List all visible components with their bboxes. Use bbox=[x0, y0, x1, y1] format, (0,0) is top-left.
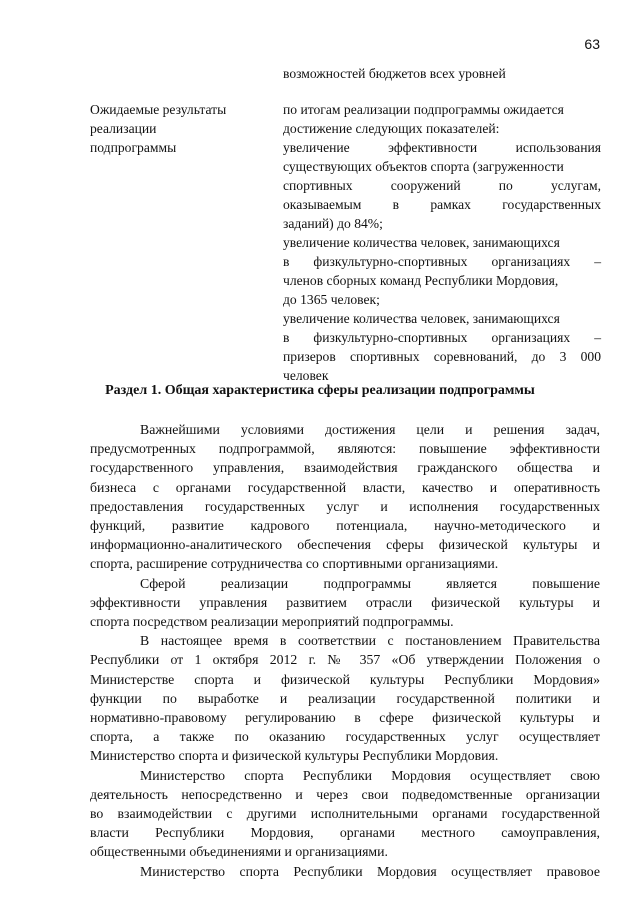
page-number: 63 bbox=[584, 36, 600, 52]
table-line: в физкультурно-спортивных организациях – bbox=[283, 254, 601, 269]
table-cell-value bbox=[283, 64, 601, 83]
text-line: эффективности управления развитием отрасли физической культуры и bbox=[90, 594, 600, 610]
text-line: В настоящее время в соответствии с постановлением Правительства bbox=[140, 633, 600, 649]
table-line: увеличение количества человек, занимающихся bbox=[283, 235, 560, 250]
text-line: общественными объединениями и организациями. bbox=[90, 844, 388, 860]
text-line: спорта, расширение сотрудничества со спортивными организациями. bbox=[90, 556, 499, 572]
text-line: деятельность непосредственно и через свои подведомственные организации bbox=[90, 786, 600, 802]
text-line: Министерство спорта и физической культуры Республики Мордовия. bbox=[90, 748, 499, 764]
text-line: во взаимодействии с другими исполнительными органами государственной bbox=[90, 806, 600, 822]
table-line: до 1365 человек; bbox=[283, 292, 380, 307]
text-line: Важнейшими условиями достижения цели и решения задач, bbox=[140, 422, 600, 437]
table-line: в физкультурно-спортивных организациях – bbox=[283, 330, 601, 345]
paragraph bbox=[90, 420, 600, 574]
table-label-line: подпрограммы bbox=[90, 140, 177, 155]
text-line: Министерство спорта Республики Мордовия осуществляет правовое bbox=[140, 863, 600, 879]
text-line: государственного управления, взаимодействия гражданского общества и bbox=[90, 460, 600, 476]
text-line: власти Республики Мордовия, органами местного самоуправления, bbox=[90, 825, 600, 841]
paragraph bbox=[90, 574, 600, 632]
text-line: бизнеса с органами государственной власти, качество и оперативность bbox=[90, 479, 600, 495]
table-line: увеличение эффективности использования bbox=[283, 140, 601, 155]
table-line: увеличение количества человек, занимающихся bbox=[283, 311, 560, 326]
table-line: по итогам реализации подпрограммы ожидается bbox=[283, 102, 564, 117]
text-line: спорта, а также по оказанию государственных услуг осуществляет bbox=[90, 729, 600, 745]
table-cell-value bbox=[283, 100, 601, 385]
text-line: спорта посредством реализации мероприятий подпрограммы. bbox=[90, 614, 454, 630]
text-line: информационно-аналитического обеспечения сферы физической культуры и bbox=[90, 537, 600, 553]
table-line: человек bbox=[283, 368, 329, 383]
text-line: Сферой реализации подпрограммы является повышение bbox=[140, 575, 600, 591]
paragraph bbox=[90, 862, 600, 881]
text-line: функций, развитие кадрового потенциала, научно-методического и bbox=[90, 518, 600, 534]
section-title: Раздел 1. Общая характеристика сферы реализации подпрограммы bbox=[105, 383, 535, 398]
text-line: Республики от 1 октября 2012 г. № 357 «Об утверждении Положения о bbox=[90, 652, 600, 668]
table-line: спортивных сооружений по услугам, bbox=[283, 178, 601, 193]
text-line: нормативно-правовому регулированию в сфере физической культуры и bbox=[90, 710, 600, 726]
body-text bbox=[90, 420, 600, 881]
table-line: заданий) до 84%; bbox=[283, 216, 383, 231]
text-line: Министерстве спорта и физической культуры Республики Мордовия» bbox=[90, 671, 600, 687]
table-line: возможностей бюджетов всех уровней bbox=[283, 66, 506, 81]
table-line: оказываемым в рамках государственных bbox=[283, 197, 601, 212]
text-line: предоставления государственных услуг и исполнения государственных bbox=[90, 498, 600, 514]
table-label-line: Ожидаемые результаты bbox=[90, 102, 227, 117]
paragraph bbox=[90, 631, 600, 765]
table-line: членов сборных команд Республики Мордовия, bbox=[283, 273, 559, 288]
text-line: предусмотренных подпрограммой, являются: повышение эффективности bbox=[90, 441, 600, 457]
table-line: призеров спортивных соревнований, до 3 000 bbox=[283, 349, 601, 364]
paragraph bbox=[90, 766, 600, 862]
text-line: функции по выработке и реализации государственной политики и bbox=[90, 690, 600, 706]
table-label-line: реализации bbox=[90, 121, 157, 136]
text-line: Министерство спорта Республики Мордовия осуществляет свою bbox=[140, 767, 600, 783]
table-line: достижение следующих показателей: bbox=[283, 121, 500, 136]
table-line: существующих объектов спорта (загруженности bbox=[283, 159, 564, 174]
table-cell-label bbox=[90, 100, 275, 157]
